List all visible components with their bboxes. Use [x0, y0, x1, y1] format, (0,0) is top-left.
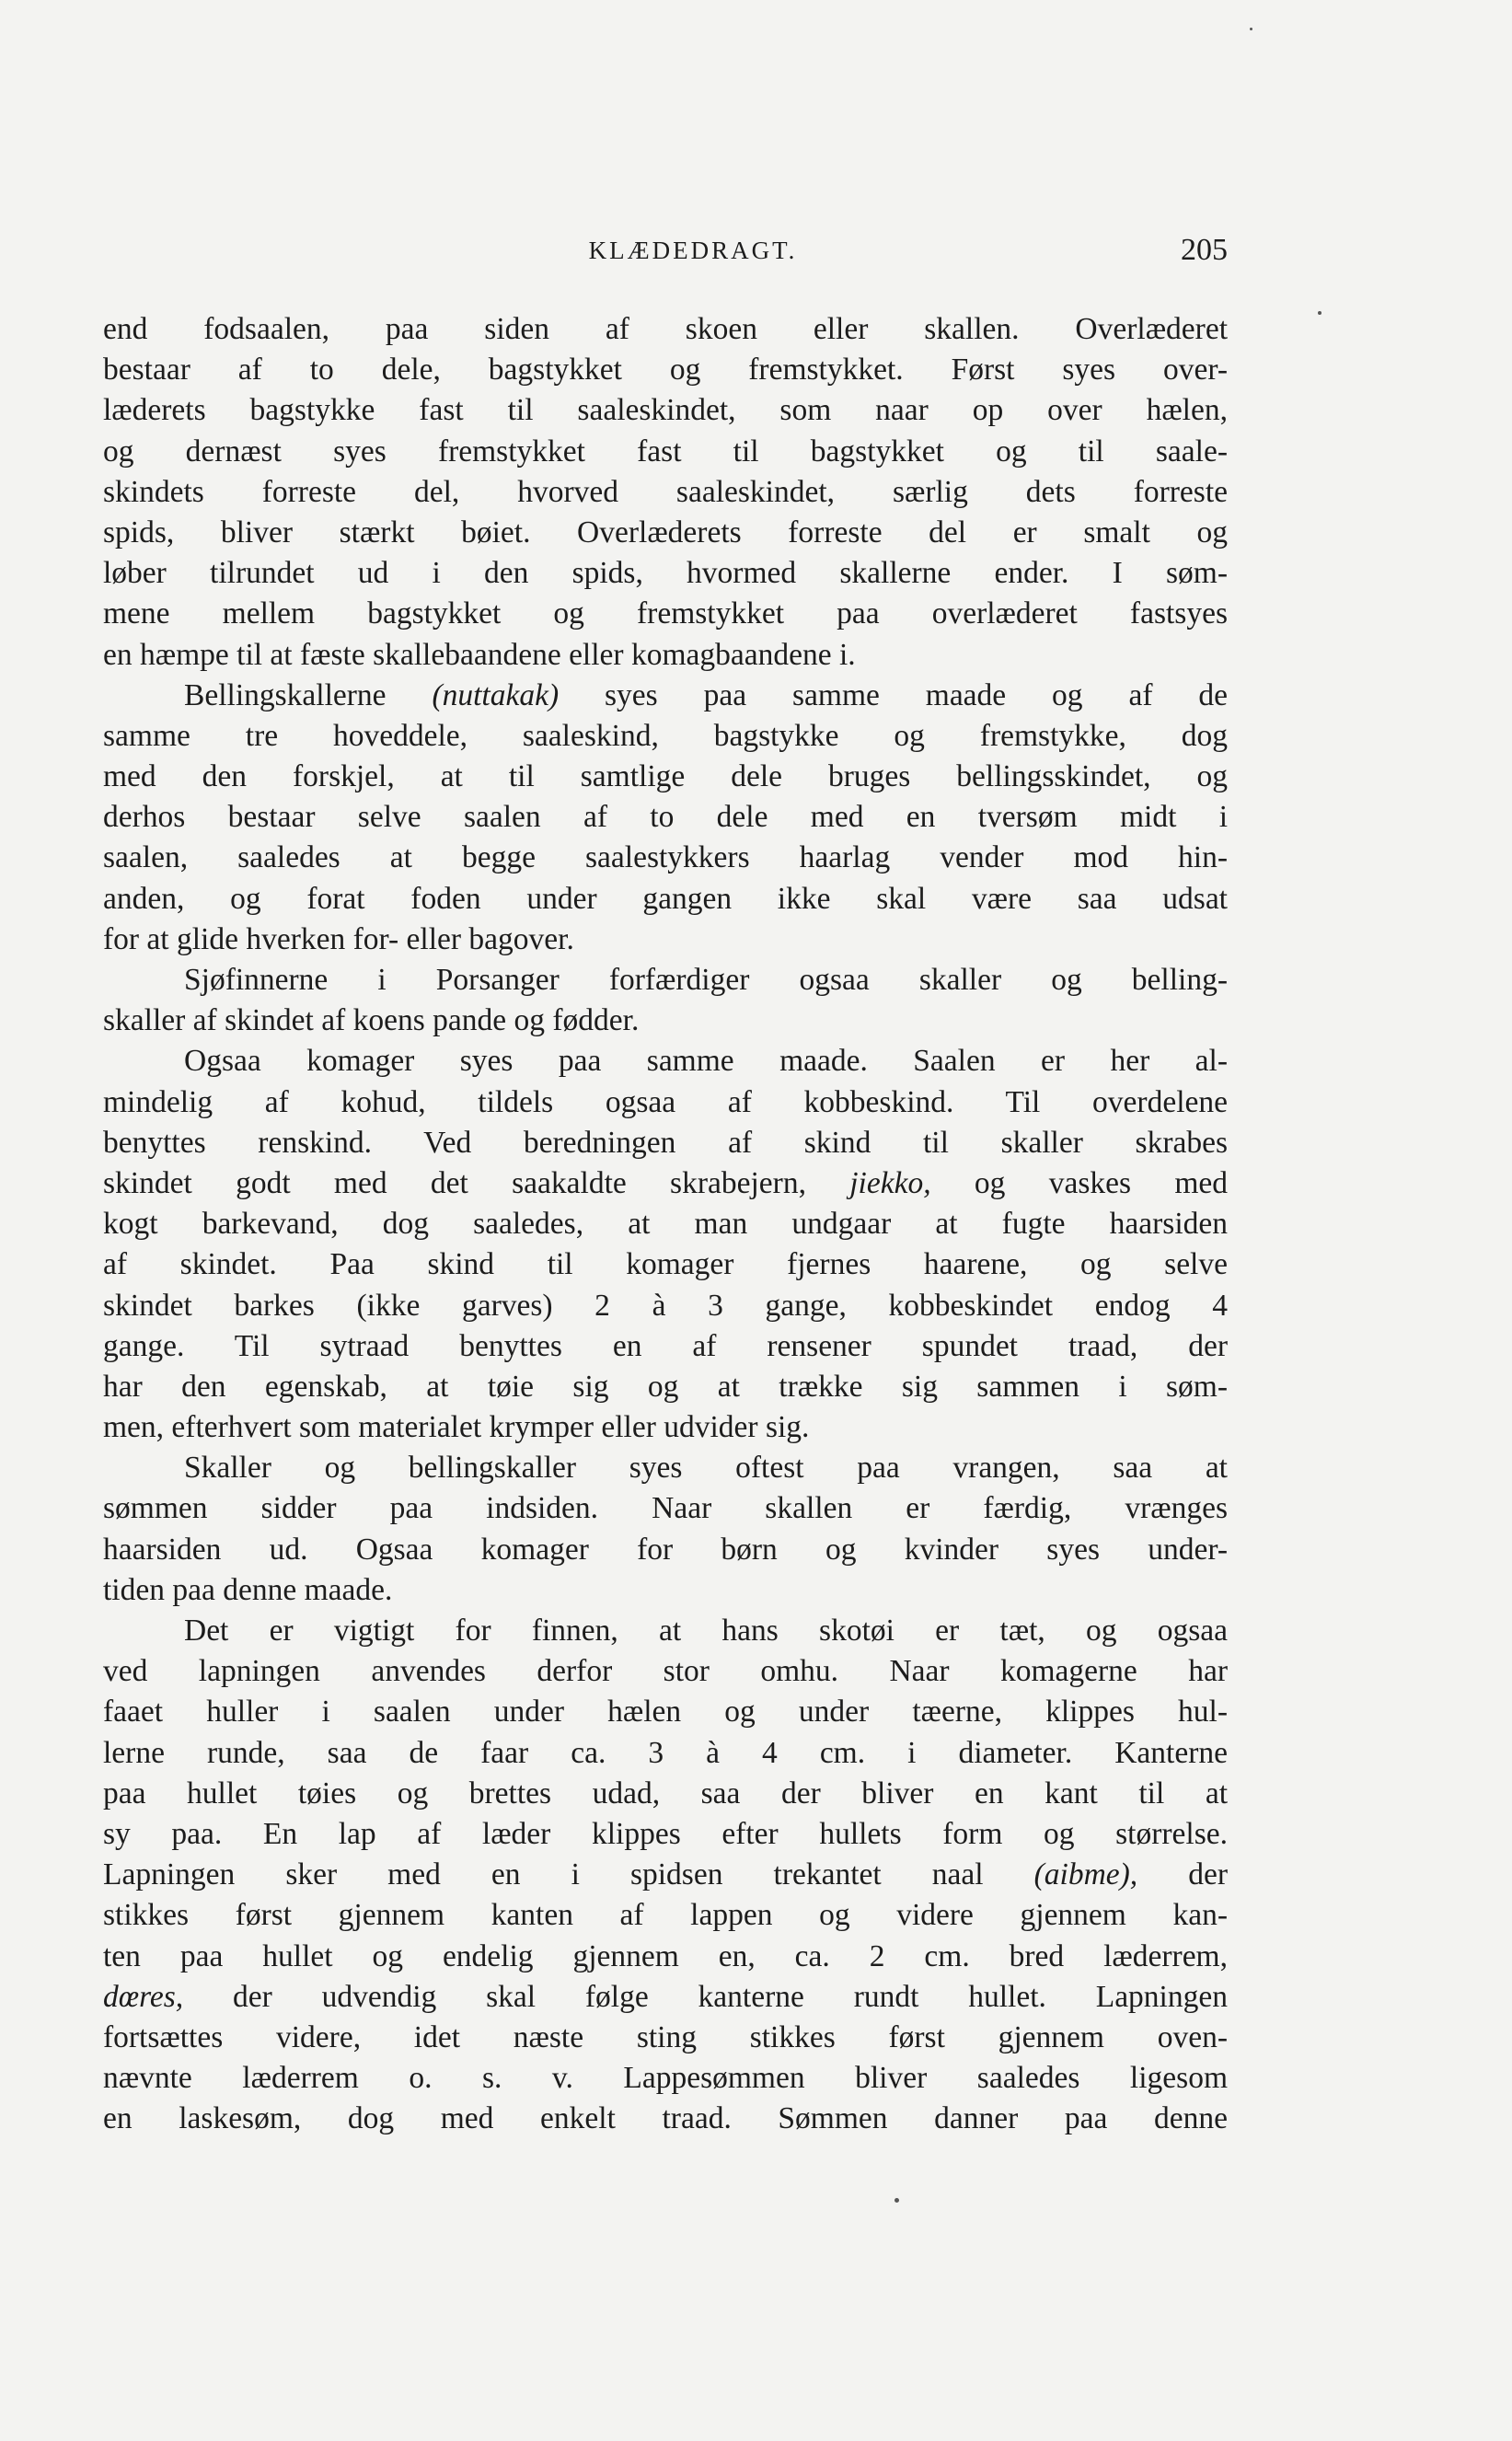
text-line: en hæmpe til at fæste skallebaandene eller komagbaandene i. — [103, 637, 856, 672]
text-line: derhos bestaar selve saalen af to dele med en tversøm midt i — [103, 800, 1228, 835]
text-line: saalen, saaledes at begge saalestykkers haarlag vender mod hin- — [103, 840, 1228, 875]
text-line: haarsiden ud. Ogsaa komager for børn og kvinder syes under- — [103, 1532, 1228, 1567]
running-title: KLÆDEDRAGT. — [588, 237, 798, 264]
text-line: Skaller og bellingskaller syes oftest paa vrangen, saa at — [184, 1451, 1228, 1486]
text-line: sømmen sidder paa indsiden. Naar skallen er færdig, vrænges — [103, 1491, 1228, 1526]
text-line: for at glide hverken for- eller bagover. — [103, 921, 574, 956]
text-line: bestaar af to dele, bagstykket og fremstykket. Først syes over- — [103, 353, 1228, 388]
text-line: mene mellem bagstykket og fremstykket paa overlæderet fastsyes — [103, 596, 1228, 631]
italic-term: (aibme), — [1033, 1857, 1138, 1892]
text-line — [103, 1855, 1228, 1895]
text-line: lerne runde, saa de faar ca. 3 à 4 cm. i diameter. Kanterne — [103, 1735, 1228, 1770]
text-line: ved lapningen anvendes derfor stor omhu. Naar komagerne har — [103, 1654, 1228, 1689]
text-segment: skindet godt med det saakaldte skrabejern, — [103, 1165, 850, 1200]
text-line: end fodsaalen, paa siden af skoen eller skallen. Overlæderet — [103, 312, 1228, 346]
running-head — [103, 230, 1228, 271]
text-segment: der — [1137, 1857, 1228, 1892]
text-line: og dernæst syes fremstykket fast til bagstykket og til saale- — [103, 434, 1228, 469]
text-segment: og vaskes med — [930, 1165, 1228, 1200]
text-line: sy paa. En lap af læder klippes efter hullets form og størrelse. — [103, 1816, 1228, 1851]
text-line: med den forskjel, at til samtlige dele bruges bellingsskindet, og — [103, 759, 1228, 794]
text-line: faaet huller i saalen under hælen og under tæerne, klippes hul- — [103, 1695, 1228, 1730]
paper-speck — [1250, 28, 1252, 30]
italic-term: dœres, — [103, 1979, 184, 2014]
text-segment: der udvendig skal følge kanterne rundt hullet. Lapningen — [183, 1979, 1228, 2014]
paper-speck — [1318, 311, 1322, 315]
text-line: mindelig af kohud, tildels ogsaa af kobbeskind. Til overdelene — [103, 1084, 1228, 1119]
paper-speck — [895, 2198, 899, 2203]
text-segment: Bellingskallerne — [184, 677, 433, 712]
text-line: en laskesøm, dog med enkelt traad. Sømmen danner paa denne — [103, 2101, 1228, 2136]
text-line: paa hullet tøies og brettes udad, saa der bliver en kant til at — [103, 1776, 1228, 1811]
text-line: læderets bagstykke fast til saaleskindet, som naar op over hælen, — [103, 393, 1228, 428]
text-line: skaller af skindet af koens pande og fødder. — [103, 1003, 640, 1038]
text-line: samme tre hoveddele, saaleskind, bagstykke og fremstykke, dog — [103, 718, 1228, 753]
italic-term: jiekko, — [849, 1165, 931, 1200]
text-line: kogt barkevand, dog saaledes, at man undgaar at fugte haarsiden — [103, 1207, 1228, 1242]
text-line: Det er vigtigt for finnen, at hans skotøi er tæt, og ogsaa — [184, 1614, 1228, 1648]
text-line: skindet barkes (ikke garves) 2 à 3 gange, kobbeskindet endog 4 — [103, 1288, 1228, 1323]
text-line: tiden paa denne maade. — [103, 1572, 393, 1607]
text-line: af skindet. Paa skind til komager fjernes haarene, og selve — [103, 1247, 1228, 1282]
italic-term: (nuttakak) — [432, 677, 560, 712]
text-line: har den egenskab, at tøie sig og at trække sig sammen i søm- — [103, 1369, 1228, 1404]
text-line: spids, bliver stærkt bøiet. Overlæderets forreste del er smalt og — [103, 515, 1228, 550]
text-segment: Lapningen sker med en i spidsen trekantet naal — [103, 1857, 1034, 1892]
text-line: fortsættes videre, idet næste sting stikkes først gjennem oven- — [103, 2019, 1228, 2054]
page-number: 205 — [1181, 233, 1228, 267]
text-line: løber tilrundet ud i den spids, hvormed skallerne ender. I søm- — [103, 556, 1228, 591]
text-line: benyttes renskind. Ved beredningen af skind til skaller skrabes — [103, 1125, 1228, 1160]
text-line: Ogsaa komager syes paa samme maade. Saalen er her al- — [184, 1044, 1228, 1079]
text-line: anden, og forat foden under gangen ikke skal være saa udsat — [103, 881, 1228, 916]
text-line: Sjøfinnerne i Porsanger forfærdiger ogsaa skaller og belling- — [184, 963, 1228, 997]
text-line: men, efterhvert som materialet krymper eller udvider sig. — [103, 1410, 810, 1445]
text-line: gange. Til sytraad benyttes en af rensener spundet traad, der — [103, 1328, 1228, 1363]
text-segment: syes paa samme maade og af de — [559, 677, 1228, 712]
text-line: nævnte læderrem o. s. v. Lappesømmen bliver saaledes ligesom — [103, 2061, 1228, 2096]
text-line — [103, 1977, 1228, 2018]
text-line: skindets forreste del, hvorved saaleskindet, særlig dets forreste — [103, 474, 1228, 509]
text-line — [103, 1163, 1228, 1204]
text-line: ten paa hullet og endelig gjennem en, ca. 2 cm. bred læderrem, — [103, 1938, 1228, 1973]
text-line — [103, 676, 1228, 716]
body-text — [103, 309, 1228, 2139]
text-line: stikkes først gjennem kanten af lappen og videre gjennem kan- — [103, 1898, 1228, 1933]
